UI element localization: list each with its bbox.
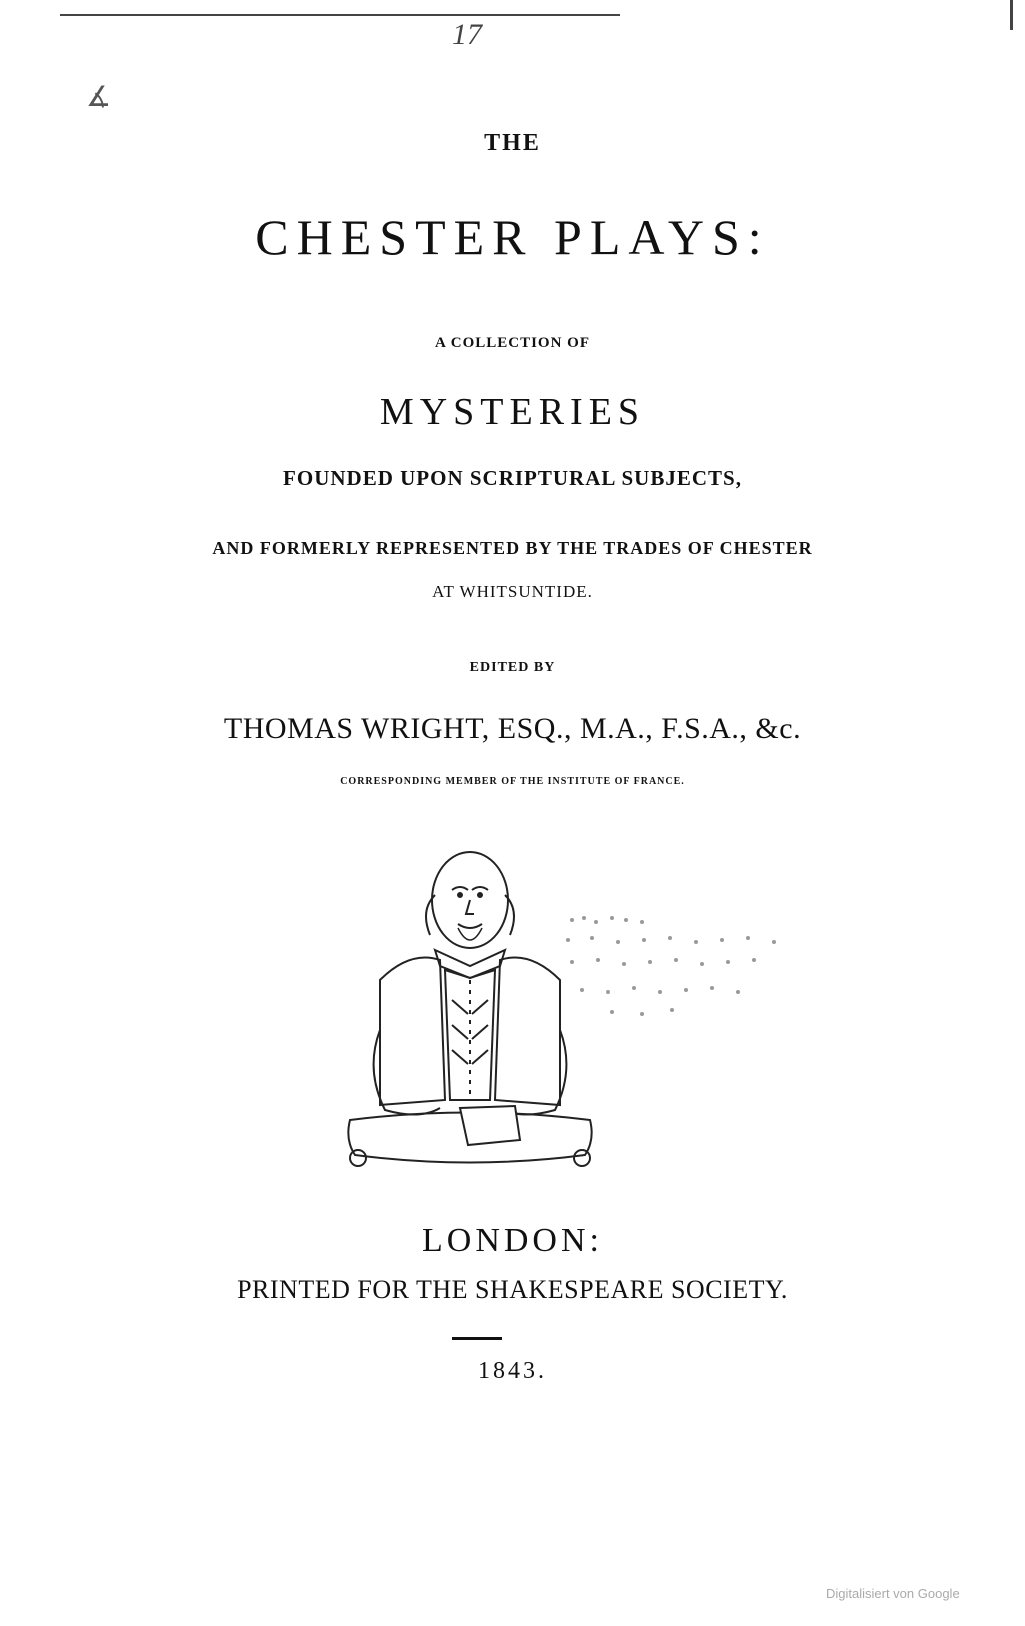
- manuscript-mark: ∡: [86, 82, 112, 113]
- editor-affiliation: CORRESPONDING MEMBER OF THE INSTITUTE OF FRANCE.: [340, 776, 685, 787]
- digitization-watermark: Digitalisiert von Google: [826, 1586, 960, 1601]
- edited-by-label: EDITED BY: [469, 660, 556, 675]
- imprint-year: 1843.: [478, 1358, 547, 1384]
- title-the: THE: [484, 130, 541, 156]
- divider-rule: [452, 1337, 502, 1340]
- library-stamp-icon: [552, 900, 792, 1030]
- imprint-publisher: PRINTED FOR THE SHAKESPEARE SOCIETY.: [237, 1275, 788, 1304]
- editor-name: THOMAS WRIGHT, ESQ., M.A., F.S.A., &c.: [223, 712, 802, 745]
- page-right-edge: [1010, 0, 1013, 30]
- manuscript-number: 17: [452, 18, 482, 51]
- imprint-city: LONDON:: [422, 1222, 603, 1259]
- page-top-edge: [60, 0, 620, 16]
- subtitle-formerly: AND FORMERLY REPRESENTED BY THE TRADES OF CHESTER: [212, 538, 813, 558]
- subtitle-collection-of: A COLLECTION OF: [434, 335, 591, 351]
- subtitle-whitsuntide: AT WHITSUNTIDE.: [432, 582, 593, 601]
- subtitle-mysteries: MYSTERIES: [379, 391, 646, 433]
- page-title: CHESTER PLAYS:: [255, 209, 770, 265]
- subtitle-founded: FOUNDED UPON SCRIPTURAL SUBJECTS,: [283, 466, 742, 490]
